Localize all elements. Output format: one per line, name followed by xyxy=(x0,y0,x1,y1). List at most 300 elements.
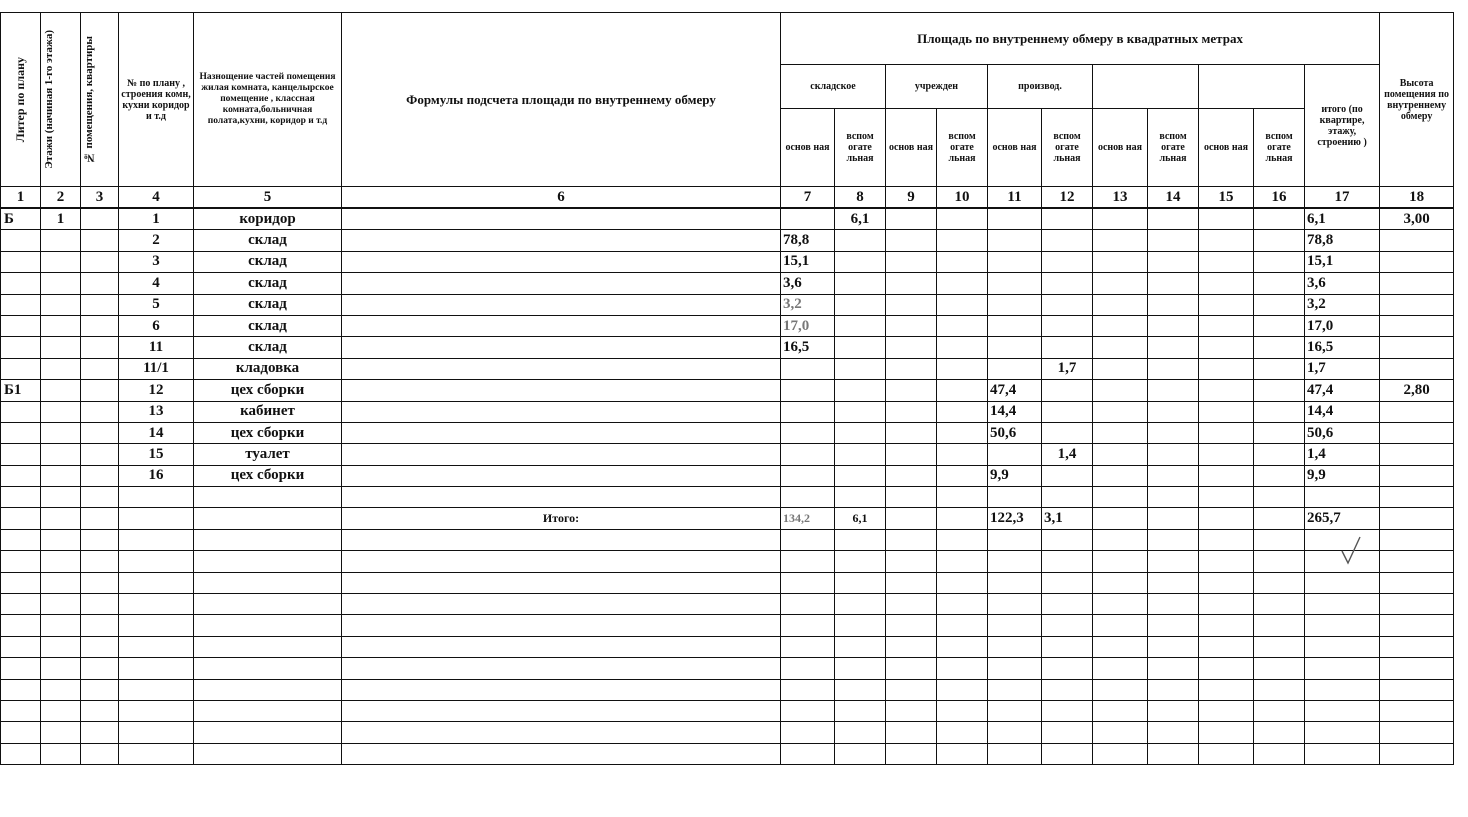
cell-floor xyxy=(41,401,81,422)
header-floor: Этажи (начиная 1-го этажа) xyxy=(41,13,81,187)
cell-empty xyxy=(81,722,119,743)
totals-prod-main: 122,3 xyxy=(988,508,1042,529)
cell-room-name: склад xyxy=(194,230,342,251)
cell-storage-main: 78,8 xyxy=(781,230,835,251)
cell-plan-number: 3 xyxy=(119,251,194,272)
cell-formula xyxy=(342,273,781,294)
cell-inst-main xyxy=(886,465,937,486)
cell-empty xyxy=(119,551,194,572)
cell-empty xyxy=(41,508,81,529)
cell-plan-number: 6 xyxy=(119,315,194,336)
cell-liter xyxy=(1,401,41,422)
cell-empty xyxy=(1148,444,1199,465)
cell-empty xyxy=(937,594,988,615)
cell-empty xyxy=(1093,743,1148,764)
cell-empty xyxy=(1199,679,1254,700)
cell-empty xyxy=(1093,636,1148,657)
cell-empty xyxy=(988,594,1042,615)
cell-empty xyxy=(81,487,119,508)
cell-room-name: склад xyxy=(194,337,342,358)
table-row xyxy=(1,401,1454,422)
cell-apartment xyxy=(81,337,119,358)
cell-empty xyxy=(1254,337,1305,358)
header-storage: складское xyxy=(781,65,886,109)
cell-empty xyxy=(194,679,342,700)
cell-empty xyxy=(194,551,342,572)
cell-height xyxy=(1380,465,1454,486)
cell-storage-main xyxy=(781,465,835,486)
cell-empty xyxy=(1093,444,1148,465)
checkmark-icon xyxy=(1340,535,1362,565)
cell-prod-aux xyxy=(1042,401,1093,422)
cell-empty xyxy=(988,722,1042,743)
cell-empty xyxy=(988,679,1042,700)
cell-empty xyxy=(835,529,886,550)
cell-inst-aux xyxy=(937,380,988,401)
cell-empty xyxy=(1380,743,1454,764)
cell-empty xyxy=(1148,294,1199,315)
cell-empty xyxy=(1148,380,1199,401)
cell-plan-number: 13 xyxy=(119,401,194,422)
cell-empty xyxy=(81,508,119,529)
cell-formula xyxy=(342,465,781,486)
cell-empty xyxy=(1042,743,1093,764)
empty-row xyxy=(1,615,1454,636)
cell-empty xyxy=(988,658,1042,679)
cell-inst-main xyxy=(886,380,937,401)
cell-room-name: склад xyxy=(194,251,342,272)
cell-empty xyxy=(1093,529,1148,550)
cell-prod-aux xyxy=(1042,315,1093,336)
cell-empty xyxy=(1,508,41,529)
cell-empty xyxy=(81,679,119,700)
cell-empty xyxy=(1305,658,1380,679)
column-number: 8 xyxy=(835,187,886,209)
cell-empty xyxy=(1093,251,1148,272)
empty-row xyxy=(1,743,1454,764)
cell-empty xyxy=(81,594,119,615)
cell-empty xyxy=(1254,294,1305,315)
cell-empty xyxy=(937,700,988,721)
cell-empty xyxy=(781,487,835,508)
cell-empty xyxy=(781,658,835,679)
cell-storage-aux xyxy=(835,380,886,401)
cell-height xyxy=(1380,273,1454,294)
cell-height xyxy=(1380,401,1454,422)
cell-storage-aux xyxy=(835,230,886,251)
cell-empty xyxy=(1042,679,1093,700)
cell-empty xyxy=(81,658,119,679)
cell-apartment xyxy=(81,230,119,251)
cell-total: 9,9 xyxy=(1305,465,1380,486)
cell-height: 2,80 xyxy=(1380,380,1454,401)
cell-formula xyxy=(342,294,781,315)
cell-prod-main: 47,4 xyxy=(988,380,1042,401)
cell-empty xyxy=(1093,679,1148,700)
cell-floor xyxy=(41,358,81,379)
table-row xyxy=(1,465,1454,486)
cell-empty xyxy=(1148,615,1199,636)
cell-storage-aux xyxy=(835,465,886,486)
cell-prod-main xyxy=(988,273,1042,294)
cell-formula xyxy=(342,422,781,443)
cell-empty xyxy=(1042,572,1093,593)
cell-empty xyxy=(1305,722,1380,743)
cell-empty xyxy=(194,487,342,508)
table-row xyxy=(1,294,1454,315)
cell-empty xyxy=(1148,251,1199,272)
cell-empty xyxy=(1254,572,1305,593)
cell-empty xyxy=(1042,615,1093,636)
column-number: 15 xyxy=(1199,187,1254,209)
cell-empty xyxy=(1254,508,1305,529)
cell-empty xyxy=(1042,700,1093,721)
cell-storage-main: 15,1 xyxy=(781,251,835,272)
cell-empty xyxy=(1199,465,1254,486)
cell-storage-main: 16,5 xyxy=(781,337,835,358)
cell-empty xyxy=(1042,636,1093,657)
cell-total: 16,5 xyxy=(1305,337,1380,358)
cell-empty xyxy=(1199,636,1254,657)
cell-room-name: кабинет xyxy=(194,401,342,422)
cell-empty xyxy=(194,508,342,529)
cell-storage-main xyxy=(781,208,835,230)
cell-floor xyxy=(41,422,81,443)
cell-empty xyxy=(1,658,41,679)
cell-empty xyxy=(835,572,886,593)
cell-apartment xyxy=(81,208,119,230)
cell-empty xyxy=(342,529,781,550)
cell-empty xyxy=(886,529,937,550)
cell-prod-main xyxy=(988,358,1042,379)
cell-empty xyxy=(886,594,937,615)
column-number: 17 xyxy=(1305,187,1380,209)
cell-empty xyxy=(1093,508,1148,529)
cell-room-name: кладовка xyxy=(194,358,342,379)
cell-empty xyxy=(119,615,194,636)
column-number: 9 xyxy=(886,187,937,209)
cell-empty xyxy=(1254,551,1305,572)
cell-empty xyxy=(1380,594,1454,615)
cell-empty xyxy=(1305,487,1380,508)
cell-empty xyxy=(1,594,41,615)
cell-storage-aux xyxy=(835,315,886,336)
cell-storage-aux xyxy=(835,444,886,465)
column-number: 4 xyxy=(119,187,194,209)
cell-inst-main xyxy=(886,230,937,251)
cell-empty xyxy=(342,551,781,572)
cell-empty xyxy=(835,487,886,508)
cell-height xyxy=(1380,444,1454,465)
cell-empty xyxy=(1380,551,1454,572)
cell-empty xyxy=(1093,273,1148,294)
cell-empty xyxy=(1199,615,1254,636)
cell-empty xyxy=(41,658,81,679)
cell-prod-aux xyxy=(1042,273,1093,294)
cell-empty xyxy=(1199,529,1254,550)
cell-storage-main: 3,6 xyxy=(781,273,835,294)
cell-empty xyxy=(41,551,81,572)
cell-inst-aux xyxy=(937,401,988,422)
empty-row xyxy=(1,722,1454,743)
cell-empty xyxy=(1199,444,1254,465)
cell-empty xyxy=(1148,722,1199,743)
cell-inst-main xyxy=(886,294,937,315)
cell-empty xyxy=(41,722,81,743)
cell-storage-main xyxy=(781,380,835,401)
empty-row xyxy=(1,658,1454,679)
cell-empty xyxy=(1093,615,1148,636)
cell-empty xyxy=(1380,615,1454,636)
cell-empty xyxy=(835,594,886,615)
cell-storage-main xyxy=(781,444,835,465)
cell-empty xyxy=(937,636,988,657)
cell-empty xyxy=(988,743,1042,764)
table-row xyxy=(1,230,1454,251)
cell-apartment xyxy=(81,465,119,486)
header-osn: основ ная xyxy=(886,109,937,187)
cell-empty xyxy=(988,615,1042,636)
cell-empty xyxy=(1093,487,1148,508)
cell-empty xyxy=(1148,508,1199,529)
header-plan-number: № по плану , строения комн, кухни коридор и т.д xyxy=(119,13,194,187)
cell-floor: 1 xyxy=(41,208,81,230)
cell-inst-aux xyxy=(937,465,988,486)
cell-empty xyxy=(781,636,835,657)
cell-total: 1,4 xyxy=(1305,444,1380,465)
cell-plan-number: 16 xyxy=(119,465,194,486)
cell-prod-main xyxy=(988,251,1042,272)
cell-empty xyxy=(1199,572,1254,593)
cell-empty xyxy=(1380,700,1454,721)
cell-empty xyxy=(1148,273,1199,294)
cell-empty xyxy=(1254,273,1305,294)
cell-empty xyxy=(886,615,937,636)
column-number: 3 xyxy=(81,187,119,209)
cell-inst-main xyxy=(886,401,937,422)
cell-empty xyxy=(781,700,835,721)
cell-empty xyxy=(835,700,886,721)
cell-empty xyxy=(1254,465,1305,486)
header-institution: учрежден xyxy=(886,65,988,109)
cell-storage-main xyxy=(781,358,835,379)
cell-empty xyxy=(1,700,41,721)
cell-apartment xyxy=(81,358,119,379)
cell-empty xyxy=(886,572,937,593)
cell-empty xyxy=(886,700,937,721)
cell-empty xyxy=(937,615,988,636)
cell-inst-aux xyxy=(937,422,988,443)
cell-empty xyxy=(1305,572,1380,593)
cell-empty xyxy=(194,722,342,743)
cell-empty xyxy=(1042,487,1093,508)
cell-empty xyxy=(1380,487,1454,508)
cell-empty xyxy=(988,572,1042,593)
cell-prod-main xyxy=(988,294,1042,315)
cell-empty xyxy=(1254,315,1305,336)
cell-empty xyxy=(342,594,781,615)
cell-empty xyxy=(1093,380,1148,401)
cell-empty xyxy=(1148,315,1199,336)
cell-floor xyxy=(41,273,81,294)
cell-empty xyxy=(81,615,119,636)
totals-storage-aux: 6,1 xyxy=(835,508,886,529)
cell-prod-aux xyxy=(1042,422,1093,443)
cell-empty xyxy=(835,679,886,700)
cell-empty xyxy=(937,743,988,764)
cell-empty xyxy=(1305,743,1380,764)
cell-formula xyxy=(342,315,781,336)
cell-liter xyxy=(1,444,41,465)
cell-empty xyxy=(1305,615,1380,636)
cell-empty xyxy=(342,636,781,657)
cell-empty xyxy=(1254,444,1305,465)
column-number: 2 xyxy=(41,187,81,209)
table-row xyxy=(1,208,1454,230)
header-group-5 xyxy=(1199,65,1305,109)
cell-empty xyxy=(342,658,781,679)
cell-empty xyxy=(1254,615,1305,636)
cell-empty xyxy=(886,679,937,700)
cell-empty xyxy=(194,636,342,657)
cell-empty xyxy=(342,743,781,764)
cell-empty xyxy=(988,700,1042,721)
cell-height xyxy=(1380,294,1454,315)
table-row xyxy=(1,358,1454,379)
cell-plan-number: 12 xyxy=(119,380,194,401)
cell-empty xyxy=(1254,743,1305,764)
cell-empty xyxy=(41,679,81,700)
cell-liter xyxy=(1,294,41,315)
cell-empty xyxy=(1,636,41,657)
cell-empty xyxy=(1,551,41,572)
table-row xyxy=(1,380,1454,401)
cell-empty xyxy=(781,572,835,593)
cell-formula xyxy=(342,251,781,272)
cell-total: 17,0 xyxy=(1305,315,1380,336)
cell-liter: Б1 xyxy=(1,380,41,401)
table-row xyxy=(1,251,1454,272)
empty-row xyxy=(1,700,1454,721)
cell-prod-aux xyxy=(1042,251,1093,272)
cell-inst-aux xyxy=(937,358,988,379)
cell-empty xyxy=(119,679,194,700)
cell-storage-aux xyxy=(835,273,886,294)
cell-prod-aux: 1,4 xyxy=(1042,444,1093,465)
cell-empty xyxy=(835,658,886,679)
cell-storage-aux: 6,1 xyxy=(835,208,886,230)
cell-storage-main xyxy=(781,401,835,422)
cell-room-name: склад xyxy=(194,294,342,315)
cell-prod-main xyxy=(988,337,1042,358)
cell-empty xyxy=(41,615,81,636)
cell-apartment xyxy=(81,401,119,422)
cell-liter xyxy=(1,251,41,272)
cell-storage-main: 3,2 xyxy=(781,294,835,315)
cell-formula xyxy=(342,401,781,422)
cell-empty xyxy=(1254,594,1305,615)
cell-plan-number: 4 xyxy=(119,273,194,294)
cell-height xyxy=(1380,315,1454,336)
cell-prod-main: 14,4 xyxy=(988,401,1042,422)
cell-empty xyxy=(781,679,835,700)
area-table-sheet xyxy=(0,12,1454,765)
column-number: 13 xyxy=(1093,187,1148,209)
cell-empty xyxy=(342,615,781,636)
empty-row xyxy=(1,636,1454,657)
cell-empty xyxy=(937,508,988,529)
cell-prod-aux xyxy=(1042,380,1093,401)
column-number: 18 xyxy=(1380,187,1454,209)
cell-prod-main xyxy=(988,444,1042,465)
cell-total: 1,7 xyxy=(1305,358,1380,379)
header-formulas: Формулы подсчета площади по внутреннему обмеру xyxy=(342,13,781,187)
cell-empty xyxy=(1,722,41,743)
cell-empty xyxy=(937,551,988,572)
cell-floor xyxy=(41,251,81,272)
cell-total: 15,1 xyxy=(1305,251,1380,272)
cell-prod-aux xyxy=(1042,230,1093,251)
cell-empty xyxy=(1305,636,1380,657)
cell-plan-number: 1 xyxy=(119,208,194,230)
cell-inst-aux xyxy=(937,230,988,251)
header-vsp: вспом огате льная xyxy=(1042,109,1093,187)
cell-liter xyxy=(1,315,41,336)
cell-empty xyxy=(41,636,81,657)
cell-storage-aux xyxy=(835,337,886,358)
header-production: производ. xyxy=(988,65,1093,109)
cell-empty xyxy=(194,658,342,679)
cell-empty xyxy=(1254,658,1305,679)
cell-inst-aux xyxy=(937,315,988,336)
cell-plan-number: 2 xyxy=(119,230,194,251)
cell-empty xyxy=(1199,208,1254,230)
cell-empty xyxy=(1254,722,1305,743)
cell-empty xyxy=(1,529,41,550)
cell-empty xyxy=(1199,273,1254,294)
cell-empty xyxy=(886,551,937,572)
cell-empty xyxy=(1,743,41,764)
cell-empty xyxy=(1148,208,1199,230)
area-table xyxy=(0,12,1454,765)
cell-inst-main xyxy=(886,444,937,465)
cell-empty xyxy=(1199,658,1254,679)
cell-inst-main xyxy=(886,273,937,294)
totals-label: Итого: xyxy=(342,508,781,529)
totals-row xyxy=(1,508,1454,529)
cell-empty xyxy=(194,615,342,636)
cell-empty xyxy=(1199,251,1254,272)
cell-floor xyxy=(41,465,81,486)
cell-empty xyxy=(988,551,1042,572)
cell-plan-number: 11/1 xyxy=(119,358,194,379)
cell-floor xyxy=(41,294,81,315)
cell-empty xyxy=(1199,551,1254,572)
cell-empty xyxy=(1254,487,1305,508)
cell-empty xyxy=(119,658,194,679)
cell-empty xyxy=(1148,337,1199,358)
cell-prod-main xyxy=(988,315,1042,336)
column-number-row xyxy=(1,187,1454,209)
cell-empty xyxy=(1042,594,1093,615)
table-row xyxy=(1,273,1454,294)
cell-storage-aux xyxy=(835,422,886,443)
cell-empty xyxy=(1093,230,1148,251)
cell-inst-main xyxy=(886,422,937,443)
cell-empty xyxy=(1148,465,1199,486)
cell-empty xyxy=(1199,294,1254,315)
cell-room-name: туалет xyxy=(194,444,342,465)
